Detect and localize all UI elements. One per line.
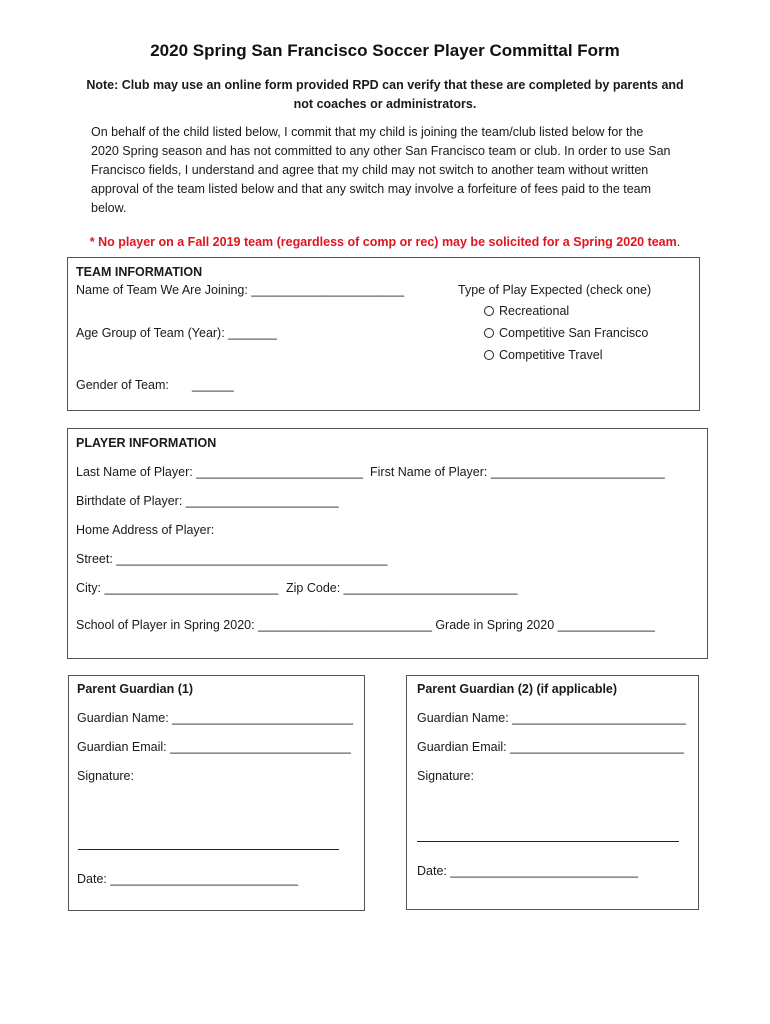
page-title: 2020 Spring San Francisco Soccer Player Committal Form [150,41,620,60]
guardian-1-date-field[interactable]: Date: ___________________________ [77,872,299,886]
commitment-paragraph [91,123,691,218]
solicitation-warning-text: * No player on a Fall 2019 team (regardless of comp or rec) may be solicited for a Spring 2020 team [89,235,677,249]
commitment-line: approval of the team listed below and that any switch may involve a forfeiture of fees paid to the team [91,182,652,196]
guardian-2-name-field[interactable]: Guardian Name: _________________________ [417,711,686,725]
gender-field[interactable]: ______ [192,378,234,392]
guardian-1-name-field[interactable]: Guardian Name: __________________________ [77,711,353,725]
birthdate-field[interactable]: Birthdate of Player: ______________________ [76,494,339,508]
option-recreational[interactable] [484,304,569,318]
home-address-label: Home Address of Player: [76,523,215,537]
player-information-heading: PLAYER INFORMATION [76,436,217,450]
street-field[interactable]: Street: _______________________________________ [76,552,388,566]
guardian-1-signature-label: Signature: [77,769,134,783]
commitment-line: 2020 Spring season and has not committed to any other San Francisco team or club. In order to use San [91,144,671,158]
gender-label: Gender of Team: [76,378,169,392]
club-note [80,76,690,114]
guardian-1-email-field[interactable]: Guardian Email: __________________________ [77,740,351,754]
commitment-line: On behalf of the child listed below, I commit that my child is joining the team/club listed below for the [91,125,644,139]
first-name-field[interactable]: First Name of Player: _________________________ [370,465,665,479]
team-information-heading: TEAM INFORMATION [76,265,203,279]
club-note-line-1: Note: Club may use an online form provided RPD can verify that these are completed by parents and [86,78,684,92]
commitment-line: Francisco fields, I understand and agree that my child may not switch to another team without written [91,163,649,177]
age-group-field[interactable]: Age Group of Team (Year): _______ [76,326,277,340]
guardian-2-date-field[interactable]: Date: ___________________________ [417,864,639,878]
option-label: Recreational [499,304,570,318]
option-label: Competitive San Francisco [499,326,649,340]
guardian-2-heading: Parent Guardian (2) (if applicable) [417,682,618,696]
radio-circle-icon[interactable] [484,350,494,360]
solicitation-warning [0,235,770,249]
play-type-label: Type of Play Expected (check one) [458,283,652,297]
guardian-2-signature-label: Signature: [417,769,474,783]
commitment-line: below. [91,201,127,215]
guardian-2-signature-line[interactable] [417,841,679,842]
club-note-line-2: not coaches or administrators. [293,97,477,111]
radio-circle-icon[interactable] [484,306,494,316]
last-name-field[interactable]: Last Name of Player: ________________________ [76,465,364,479]
option-label: Competitive Travel [499,348,603,362]
option-competitive-travel[interactable] [484,348,603,362]
guardian-1-heading: Parent Guardian (1) [77,682,193,696]
option-competitive-san-francisco[interactable] [484,326,648,340]
guardian-1-signature-line[interactable] [78,849,339,850]
school-grade-field[interactable]: School of Player in Spring 2020: _________________________ Grade in Spring 2020 ______________ [76,618,655,632]
radio-circle-icon[interactable] [484,328,494,338]
guardian-2-email-field[interactable]: Guardian Email: _________________________ [417,740,684,754]
zip-code-field[interactable]: Zip Code: _________________________ [286,581,518,595]
city-field[interactable]: City: _________________________ [76,581,279,595]
team-name-field[interactable]: Name of Team We Are Joining: ______________________ [76,283,405,297]
warning-period: . [676,235,681,249]
